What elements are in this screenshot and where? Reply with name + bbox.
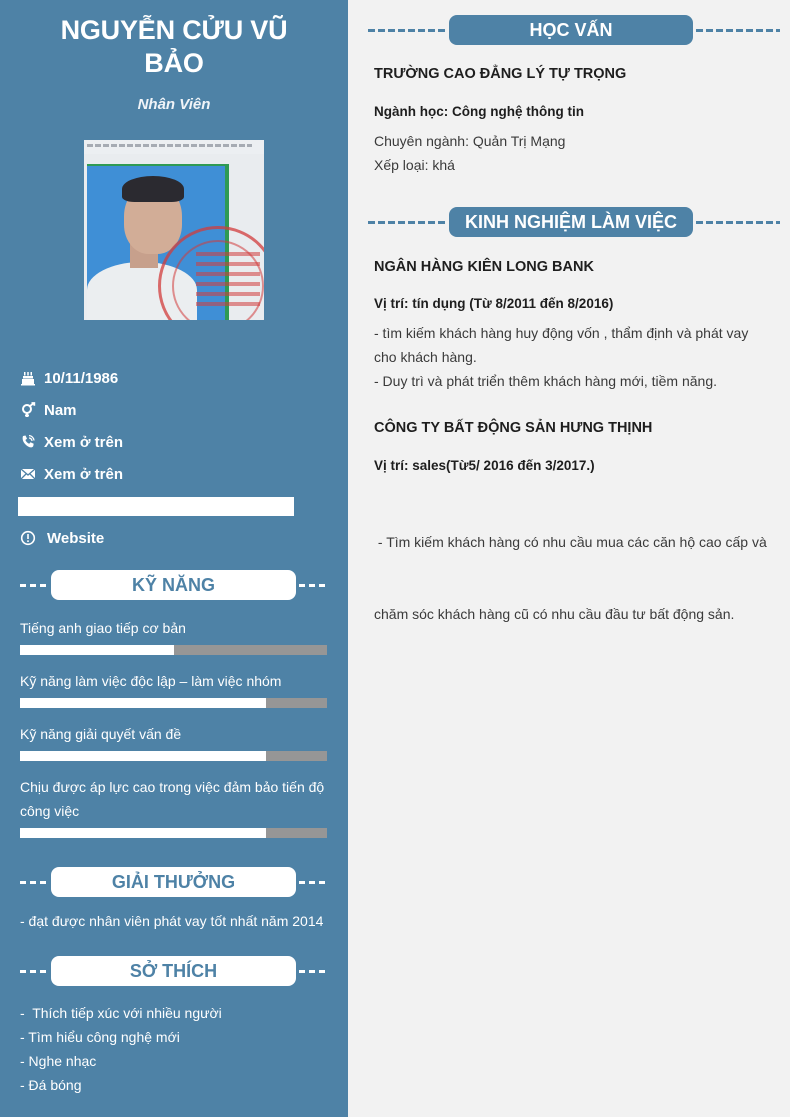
divider [696, 29, 780, 32]
awards-title: GIẢI THƯỞNG [51, 867, 296, 897]
divider [299, 881, 327, 884]
job-description-line: - Duy trì và phát triển thêm khách hàng mới, tiềm năng. [374, 373, 718, 389]
contact-gender [20, 394, 330, 426]
education-specialization: Chuyên ngành: Quản Trị Mạng [374, 133, 566, 149]
gender-icon [20, 402, 36, 418]
skill-progress-fill [20, 645, 174, 655]
divider [20, 584, 48, 587]
email-icon [20, 466, 36, 482]
award-item: - đạt được nhân viên phát vay tốt nhất năm 2014 [20, 913, 324, 929]
skill-progress-bar [20, 645, 327, 655]
blank-contact-field [18, 497, 294, 516]
job-description-line: chăm sóc khách hàng cũ có nhu cầu đầu tư bất động sản. [374, 606, 735, 622]
awards-section-header [20, 867, 327, 897]
contact-list [20, 362, 330, 554]
contact-email [20, 458, 330, 490]
divider [696, 221, 780, 224]
skill-label: Kỹ năng làm việc độc lập – làm việc nhóm [20, 673, 282, 689]
skill-progress-fill [20, 751, 266, 761]
hobby-item: - Nghe nhạc [20, 1053, 97, 1069]
gender-value: Nam [44, 401, 77, 419]
main-content [348, 0, 790, 1117]
phone-icon [20, 434, 36, 450]
job-description-line: - tìm kiếm khách hàng huy động vốn , thẩm định và phát vay [374, 325, 749, 341]
skills-title: KỸ NĂNG [51, 570, 296, 600]
job-description-line: - Tìm kiếm khách hàng có nhu cầu mua các căn hộ cao cấp và [374, 534, 767, 550]
hobby-item: - Thích tiếp xúc với nhiều người [20, 1005, 222, 1021]
contact-phone [20, 426, 330, 458]
education-details [374, 129, 774, 177]
skill-progress-bar [20, 751, 327, 761]
birthday-cake-icon [20, 370, 36, 386]
divider [299, 584, 327, 587]
skill-item [20, 775, 327, 838]
company-name: CÔNG TY BẤT ĐỘNG SẢN HƯNG THỊNH [374, 420, 653, 436]
hobbies-list [20, 1001, 222, 1097]
skills-section-header [20, 570, 327, 600]
contact-website[interactable] [20, 522, 330, 554]
email-value: Xem ở trên [44, 465, 124, 483]
divider [368, 29, 446, 32]
info-circle-icon [20, 530, 36, 546]
website-label[interactable]: Website [47, 529, 105, 547]
job-position: Vị trí: sales(Từ5/ 2016 đến 3/2017.) [374, 458, 595, 473]
hobbies-title: SỞ THÍCH [51, 956, 296, 986]
skill-label: Chịu được áp lực cao trong việc đảm bảo tiến độ công việc [20, 779, 325, 819]
skill-progress-fill [20, 828, 266, 838]
birthday-value: 10/11/1986 [44, 369, 119, 387]
skill-item [20, 722, 327, 761]
job-title: Nhân Viên [137, 96, 211, 113]
divider [20, 881, 48, 884]
skill-label: Kỹ năng giải quyết vấn đề [20, 726, 182, 742]
hobby-item: - Tìm hiểu công nghệ mới [20, 1029, 180, 1045]
skill-item [20, 669, 327, 708]
skill-progress-bar [20, 698, 327, 708]
divider [368, 221, 446, 224]
skills-list [20, 616, 327, 852]
skill-label: Tiếng anh giao tiếp cơ bản [20, 620, 186, 636]
divider [299, 970, 327, 973]
education-major: Ngành học: Công nghệ thông tin [374, 104, 584, 119]
experience-title: KINH NGHIỆM LÀM VIỆC [449, 207, 693, 237]
experience-section-header [368, 207, 780, 237]
skill-progress-fill [20, 698, 266, 708]
phone-value: Xem ở trên [44, 433, 124, 451]
job-description [374, 321, 774, 393]
skill-item [20, 616, 327, 655]
hobby-item: - Đá bóng [20, 1077, 82, 1093]
candidate-name: NGUYỄN CỬU VŨ BẢO [60, 15, 288, 78]
education-section-header [368, 15, 780, 45]
education-title: HỌC VẤN [449, 15, 693, 45]
skill-progress-bar [20, 828, 327, 838]
job-description [374, 482, 774, 674]
contact-birthday [20, 362, 330, 394]
company-name: NGÂN HÀNG KIÊN LONG BANK [374, 259, 594, 275]
school-name: TRƯỜNG CAO ĐẲNG LÝ TỰ TRỌNG [374, 66, 627, 82]
profile-photo [84, 140, 264, 320]
job-description-line: cho khách hàng. [374, 349, 477, 365]
divider [20, 970, 48, 973]
sidebar [0, 0, 348, 1117]
education-grade: Xếp loại: khá [374, 157, 455, 173]
job-position: Vị trí: tín dụng (Từ 8/2011 đến 8/2016) [374, 296, 614, 311]
hobbies-section-header [20, 956, 327, 986]
